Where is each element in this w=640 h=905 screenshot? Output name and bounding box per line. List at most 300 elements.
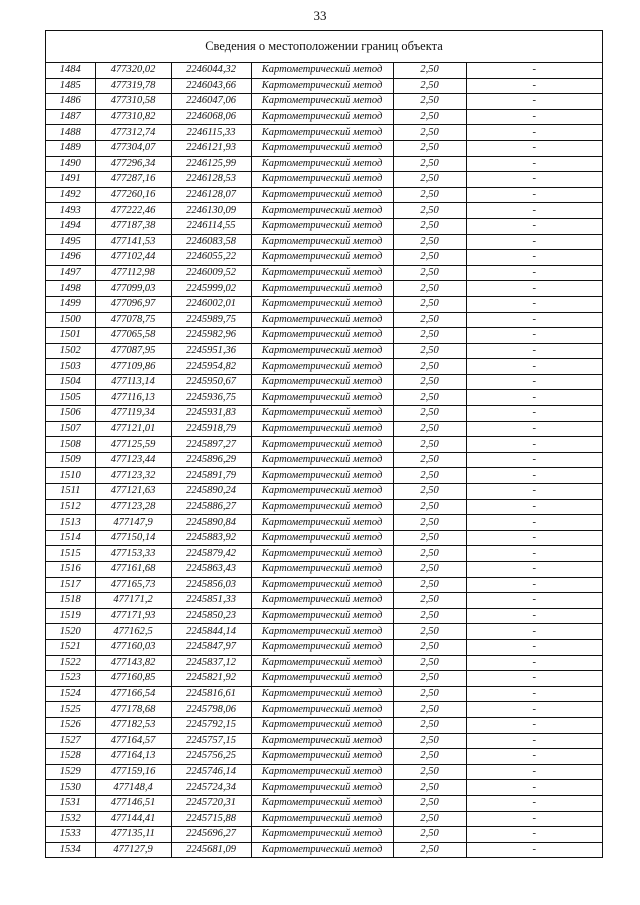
point-number-cell: 1533 [46,827,95,843]
method-cell: Картометрический метод [251,265,393,281]
method-cell: Картометрический метод [251,94,393,110]
description-cell: - [466,842,602,857]
y-coordinate-cell: 2246130,09 [171,203,251,219]
method-cell: Картометрический метод [251,78,393,94]
accuracy-cell: 2,50 [393,359,466,375]
y-coordinate-cell: 2246128,53 [171,172,251,188]
description-cell: - [466,234,602,250]
method-cell: Картометрический метод [251,733,393,749]
point-number-cell: 1525 [46,702,95,718]
accuracy-cell: 2,50 [393,94,466,110]
table-row [46,624,602,640]
point-number-cell: 1492 [46,187,95,203]
method-cell: Картометрический метод [251,655,393,671]
description-cell: - [466,577,602,593]
accuracy-cell: 2,50 [393,608,466,624]
y-coordinate-cell: 2245918,79 [171,421,251,437]
method-cell: Картометрический метод [251,234,393,250]
table-row [46,515,602,531]
y-coordinate-cell: 2245816,61 [171,686,251,702]
point-number-cell: 1524 [46,686,95,702]
point-number-cell: 1507 [46,421,95,437]
point-number-cell: 1518 [46,593,95,609]
table-row [46,250,602,266]
description-cell: - [466,359,602,375]
x-coordinate-cell: 477141,53 [95,234,171,250]
point-number-cell: 1534 [46,842,95,857]
method-cell: Картометрический метод [251,468,393,484]
accuracy-cell: 2,50 [393,749,466,765]
method-cell: Картометрический метод [251,187,393,203]
description-cell: - [466,203,602,219]
point-number-cell: 1519 [46,608,95,624]
point-number-cell: 1505 [46,390,95,406]
accuracy-cell: 2,50 [393,374,466,390]
accuracy-cell: 2,50 [393,281,466,297]
y-coordinate-cell: 2245696,27 [171,827,251,843]
accuracy-cell: 2,50 [393,156,466,172]
y-coordinate-cell: 2245931,83 [171,406,251,422]
method-cell: Картометрический метод [251,686,393,702]
description-cell: - [466,468,602,484]
point-number-cell: 1496 [46,250,95,266]
point-number-cell: 1497 [46,265,95,281]
x-coordinate-cell: 477112,98 [95,265,171,281]
accuracy-cell: 2,50 [393,577,466,593]
point-number-cell: 1504 [46,374,95,390]
method-cell: Картометрический метод [251,811,393,827]
point-number-cell: 1487 [46,109,95,125]
method-cell: Картометрический метод [251,827,393,843]
accuracy-cell: 2,50 [393,390,466,406]
description-cell: - [466,172,602,188]
x-coordinate-cell: 477310,58 [95,94,171,110]
accuracy-cell: 2,50 [393,842,466,857]
x-coordinate-cell: 477113,14 [95,374,171,390]
table-row [46,484,602,500]
x-coordinate-cell: 477135,11 [95,827,171,843]
y-coordinate-cell: 2245891,79 [171,468,251,484]
table-row [46,343,602,359]
y-coordinate-cell: 2246125,99 [171,156,251,172]
point-number-cell: 1506 [46,406,95,422]
accuracy-cell: 2,50 [393,530,466,546]
description-cell: - [466,218,602,234]
accuracy-cell: 2,50 [393,795,466,811]
y-coordinate-cell: 2245720,31 [171,795,251,811]
accuracy-cell: 2,50 [393,250,466,266]
y-coordinate-cell: 2245681,09 [171,842,251,857]
description-cell: - [466,624,602,640]
accuracy-cell: 2,50 [393,437,466,453]
accuracy-cell: 2,50 [393,343,466,359]
x-coordinate-cell: 477102,44 [95,250,171,266]
x-coordinate-cell: 477144,41 [95,811,171,827]
description-cell: - [466,515,602,531]
point-number-cell: 1500 [46,312,95,328]
point-number-cell: 1488 [46,125,95,141]
accuracy-cell: 2,50 [393,406,466,422]
method-cell: Картометрический метод [251,390,393,406]
table-row [46,749,602,765]
y-coordinate-cell: 2246083,58 [171,234,251,250]
y-coordinate-cell: 2245850,23 [171,608,251,624]
table-row [46,499,602,515]
y-coordinate-cell: 2245792,15 [171,717,251,733]
point-number-cell: 1517 [46,577,95,593]
description-cell: - [466,655,602,671]
accuracy-cell: 2,50 [393,764,466,780]
x-coordinate-cell: 477121,01 [95,421,171,437]
method-cell: Картометрический метод [251,343,393,359]
method-cell: Картометрический метод [251,218,393,234]
table-row [46,764,602,780]
point-number-cell: 1527 [46,733,95,749]
point-number-cell: 1516 [46,562,95,578]
x-coordinate-cell: 477123,44 [95,452,171,468]
table-row [46,421,602,437]
description-cell: - [466,187,602,203]
x-coordinate-cell: 477116,13 [95,390,171,406]
description-cell: - [466,281,602,297]
table-row [46,281,602,297]
table-row [46,296,602,312]
y-coordinate-cell: 2245890,84 [171,515,251,531]
accuracy-cell: 2,50 [393,109,466,125]
accuracy-cell: 2,50 [393,187,466,203]
x-coordinate-cell: 477148,4 [95,780,171,796]
table-row [46,187,602,203]
table-row [46,671,602,687]
x-coordinate-cell: 477153,33 [95,546,171,562]
method-cell: Картометрический метод [251,842,393,857]
method-cell: Картометрический метод [251,671,393,687]
table-row [46,702,602,718]
accuracy-cell: 2,50 [393,312,466,328]
description-cell: - [466,593,602,609]
method-cell: Картометрический метод [251,250,393,266]
accuracy-cell: 2,50 [393,702,466,718]
coordinates-table-body [46,63,602,857]
point-number-cell: 1510 [46,468,95,484]
table-row [46,577,602,593]
x-coordinate-cell: 477164,13 [95,749,171,765]
y-coordinate-cell: 2245746,14 [171,764,251,780]
method-cell: Картометрический метод [251,125,393,141]
x-coordinate-cell: 477162,5 [95,624,171,640]
description-cell: - [466,63,602,78]
page-number: 33 [313,8,327,23]
description-cell: - [466,733,602,749]
point-number-cell: 1532 [46,811,95,827]
y-coordinate-cell: 2245851,33 [171,593,251,609]
x-coordinate-cell: 477296,34 [95,156,171,172]
accuracy-cell: 2,50 [393,296,466,312]
point-number-cell: 1526 [46,717,95,733]
accuracy-cell: 2,50 [393,562,466,578]
table-row [46,218,602,234]
y-coordinate-cell: 2245837,12 [171,655,251,671]
method-cell: Картометрический метод [251,374,393,390]
table-row [46,312,602,328]
point-number-cell: 1489 [46,140,95,156]
table-row [46,452,602,468]
table-row [46,546,602,562]
x-coordinate-cell: 477078,75 [95,312,171,328]
y-coordinate-cell: 2245950,67 [171,374,251,390]
x-coordinate-cell: 477319,78 [95,78,171,94]
point-number-cell: 1511 [46,484,95,500]
y-coordinate-cell: 2245879,42 [171,546,251,562]
table-row [46,811,602,827]
accuracy-cell: 2,50 [393,780,466,796]
description-cell: - [466,811,602,827]
x-coordinate-cell: 477187,38 [95,218,171,234]
method-cell: Картометрический метод [251,312,393,328]
point-number-cell: 1495 [46,234,95,250]
accuracy-cell: 2,50 [393,125,466,141]
table-row [46,328,602,344]
boundary-table-sheet [45,30,603,858]
point-number-cell: 1508 [46,437,95,453]
table-row [46,140,602,156]
table-row [46,639,602,655]
description-cell: - [466,795,602,811]
point-number-cell: 1530 [46,780,95,796]
y-coordinate-cell: 2246043,66 [171,78,251,94]
table-row [46,608,602,624]
description-cell: - [466,717,602,733]
table-row [46,437,602,453]
y-coordinate-cell: 2246002,01 [171,296,251,312]
x-coordinate-cell: 477287,16 [95,172,171,188]
point-number-cell: 1514 [46,530,95,546]
x-coordinate-cell: 477123,32 [95,468,171,484]
point-number-cell: 1484 [46,63,95,78]
x-coordinate-cell: 477165,73 [95,577,171,593]
x-coordinate-cell: 477109,86 [95,359,171,375]
description-cell: - [466,499,602,515]
method-cell: Картометрический метод [251,717,393,733]
description-cell: - [466,156,602,172]
y-coordinate-cell: 2245715,88 [171,811,251,827]
y-coordinate-cell: 2245798,06 [171,702,251,718]
method-cell: Картометрический метод [251,515,393,531]
method-cell: Картометрический метод [251,577,393,593]
x-coordinate-cell: 477182,53 [95,717,171,733]
x-coordinate-cell: 477320,02 [95,63,171,78]
y-coordinate-cell: 2246009,52 [171,265,251,281]
table-row [46,795,602,811]
method-cell: Картометрический метод [251,140,393,156]
accuracy-cell: 2,50 [393,593,466,609]
point-number-cell: 1486 [46,94,95,110]
description-cell: - [466,406,602,422]
table-row [46,125,602,141]
point-number-cell: 1498 [46,281,95,297]
table-row [46,655,602,671]
x-coordinate-cell: 477171,2 [95,593,171,609]
accuracy-cell: 2,50 [393,63,466,78]
method-cell: Картометрический метод [251,780,393,796]
accuracy-cell: 2,50 [393,421,466,437]
y-coordinate-cell: 2246121,93 [171,140,251,156]
description-cell: - [466,125,602,141]
method-cell: Картометрический метод [251,156,393,172]
description-cell: - [466,484,602,500]
description-cell: - [466,78,602,94]
x-coordinate-cell: 477160,85 [95,671,171,687]
table-row [46,63,602,78]
x-coordinate-cell: 477146,51 [95,795,171,811]
y-coordinate-cell: 2246068,06 [171,109,251,125]
y-coordinate-cell: 2245847,97 [171,639,251,655]
description-cell: - [466,437,602,453]
point-number-cell: 1531 [46,795,95,811]
x-coordinate-cell: 477099,03 [95,281,171,297]
y-coordinate-cell: 2246047,06 [171,94,251,110]
description-cell: - [466,562,602,578]
y-coordinate-cell: 2246115,33 [171,125,251,141]
x-coordinate-cell: 477166,54 [95,686,171,702]
description-cell: - [466,250,602,266]
method-cell: Картометрический метод [251,406,393,422]
description-cell: - [466,702,602,718]
accuracy-cell: 2,50 [393,811,466,827]
description-cell: - [466,639,602,655]
table-row [46,203,602,219]
x-coordinate-cell: 477143,82 [95,655,171,671]
description-cell: - [466,546,602,562]
table-row [46,78,602,94]
table-row [46,359,602,375]
table-row [46,172,602,188]
x-coordinate-cell: 477310,82 [95,109,171,125]
method-cell: Картометрический метод [251,421,393,437]
x-coordinate-cell: 477087,95 [95,343,171,359]
y-coordinate-cell: 2245896,29 [171,452,251,468]
table-row [46,733,602,749]
method-cell: Картометрический метод [251,172,393,188]
y-coordinate-cell: 2245999,02 [171,281,251,297]
x-coordinate-cell: 477222,46 [95,203,171,219]
description-cell: - [466,671,602,687]
description-cell: - [466,390,602,406]
table-row [46,468,602,484]
y-coordinate-cell: 2245982,96 [171,328,251,344]
x-coordinate-cell: 477147,9 [95,515,171,531]
point-number-cell: 1503 [46,359,95,375]
y-coordinate-cell: 2245821,92 [171,671,251,687]
table-row [46,94,602,110]
method-cell: Картометрический метод [251,593,393,609]
point-number-cell: 1522 [46,655,95,671]
method-cell: Картометрический метод [251,530,393,546]
y-coordinate-cell: 2245724,34 [171,780,251,796]
y-coordinate-cell: 2245883,92 [171,530,251,546]
description-cell: - [466,749,602,765]
x-coordinate-cell: 477119,34 [95,406,171,422]
method-cell: Картометрический метод [251,281,393,297]
accuracy-cell: 2,50 [393,499,466,515]
point-number-cell: 1512 [46,499,95,515]
accuracy-cell: 2,50 [393,624,466,640]
method-cell: Картометрический метод [251,702,393,718]
table-row [46,406,602,422]
table-row [46,686,602,702]
method-cell: Картометрический метод [251,749,393,765]
table-row [46,780,602,796]
description-cell: - [466,343,602,359]
method-cell: Картометрический метод [251,437,393,453]
accuracy-cell: 2,50 [393,484,466,500]
x-coordinate-cell: 477164,57 [95,733,171,749]
table-row [46,156,602,172]
method-cell: Картометрический метод [251,608,393,624]
x-coordinate-cell: 477171,93 [95,608,171,624]
description-cell: - [466,452,602,468]
point-number-cell: 1490 [46,156,95,172]
table-row [46,593,602,609]
x-coordinate-cell: 477125,59 [95,437,171,453]
description-cell: - [466,374,602,390]
point-number-cell: 1509 [46,452,95,468]
method-cell: Картометрический метод [251,562,393,578]
accuracy-cell: 2,50 [393,717,466,733]
accuracy-cell: 2,50 [393,78,466,94]
method-cell: Картометрический метод [251,328,393,344]
y-coordinate-cell: 2245890,24 [171,484,251,500]
description-cell: - [466,265,602,281]
accuracy-cell: 2,50 [393,265,466,281]
description-cell: - [466,530,602,546]
description-cell: - [466,827,602,843]
description-cell: - [466,296,602,312]
y-coordinate-cell: 2245863,43 [171,562,251,578]
x-coordinate-cell: 477161,68 [95,562,171,578]
table-row [46,717,602,733]
method-cell: Картометрический метод [251,203,393,219]
accuracy-cell: 2,50 [393,328,466,344]
method-cell: Картометрический метод [251,452,393,468]
method-cell: Картометрический метод [251,484,393,500]
method-cell: Картометрический метод [251,795,393,811]
point-number-cell: 1493 [46,203,95,219]
accuracy-cell: 2,50 [393,827,466,843]
description-cell: - [466,109,602,125]
table-row [46,530,602,546]
description-cell: - [466,328,602,344]
accuracy-cell: 2,50 [393,686,466,702]
point-number-cell: 1513 [46,515,95,531]
point-number-cell: 1502 [46,343,95,359]
x-coordinate-cell: 477260,16 [95,187,171,203]
y-coordinate-cell: 2246114,55 [171,218,251,234]
description-cell: - [466,686,602,702]
y-coordinate-cell: 2246128,07 [171,187,251,203]
table-row [46,234,602,250]
accuracy-cell: 2,50 [393,546,466,562]
table-row [46,827,602,843]
point-number-cell: 1494 [46,218,95,234]
table-row [46,390,602,406]
x-coordinate-cell: 477121,63 [95,484,171,500]
x-coordinate-cell: 477065,58 [95,328,171,344]
point-number-cell: 1515 [46,546,95,562]
point-number-cell: 1499 [46,296,95,312]
method-cell: Картометрический метод [251,296,393,312]
x-coordinate-cell: 477178,68 [95,702,171,718]
